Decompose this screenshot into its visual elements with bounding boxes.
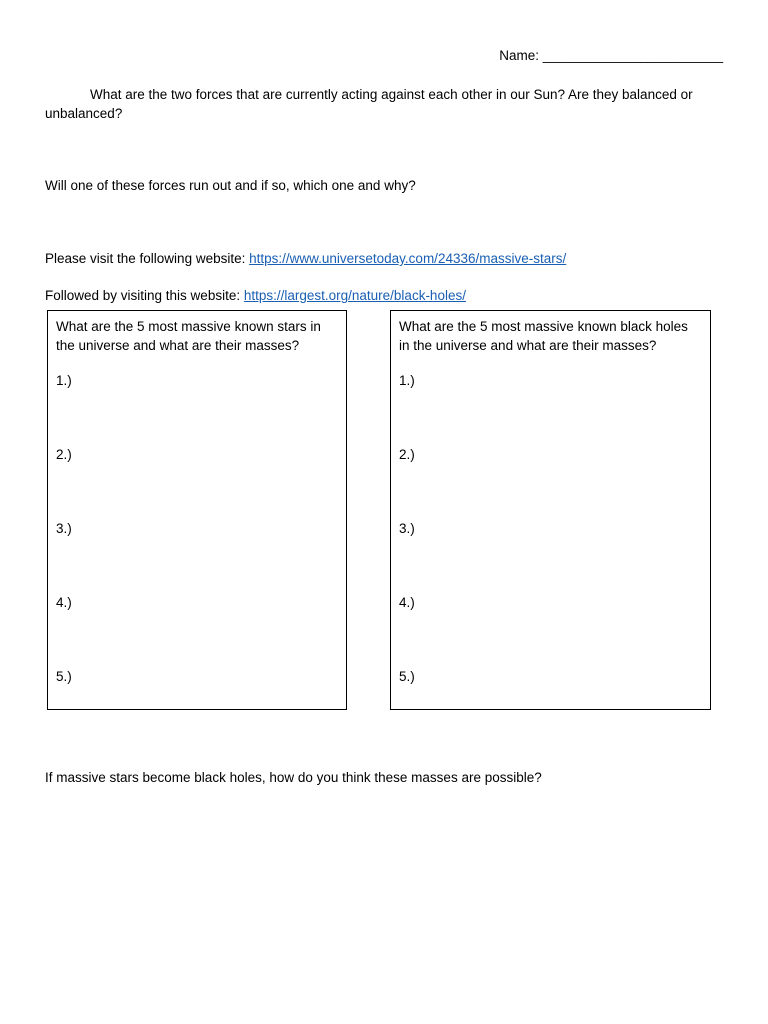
question-forces-run-out: Will one of these forces run out and if so, which one and why? <box>45 178 416 193</box>
black-holes-answer-item-3: 3.) <box>399 521 415 536</box>
stars-answer-item-4: 4.) <box>56 595 72 610</box>
stars-answer-item-2: 2.) <box>56 447 72 462</box>
website-instruction-1 <box>45 251 566 266</box>
website-instruction-1-label: Please visit the following website: <box>45 251 250 266</box>
black-holes-answer-item-5: 5.) <box>399 669 415 684</box>
question-sun-forces: What are the two forces that are currently acting against each other in our Sun? Are they balanced or unbalanced? <box>45 87 693 121</box>
black-holes-answer-item-1: 1.) <box>399 373 415 388</box>
black-holes-answer-item-4: 4.) <box>399 595 415 610</box>
massive-stars-answer-box <box>47 310 347 710</box>
website-instruction-2 <box>45 288 466 303</box>
stars-answer-item-3: 3.) <box>56 521 72 536</box>
black-holes-link[interactable]: https://largest.org/nature/black-holes/ <box>243 288 466 303</box>
name-field-label: Name: ________________________ <box>499 48 723 63</box>
website-instruction-2-label: Followed by visiting this website: <box>45 288 244 303</box>
black-holes-answer-box <box>390 310 711 710</box>
massive-stars-link[interactable]: https://www.universetoday.com/24336/massive-stars/ <box>249 251 567 266</box>
black-holes-box-title: What are the 5 most massive known black holes in the universe and what are their masses? <box>399 319 688 353</box>
stars-answer-item-1: 1.) <box>56 373 72 388</box>
question-black-hole-masses: If massive stars become black holes, how do you think these masses are possible? <box>45 770 542 785</box>
black-holes-answer-item-2: 2.) <box>399 447 415 462</box>
stars-answer-item-5: 5.) <box>56 669 72 684</box>
massive-stars-box-title: What are the 5 most massive known stars in the universe and what are their masses? <box>56 319 321 353</box>
